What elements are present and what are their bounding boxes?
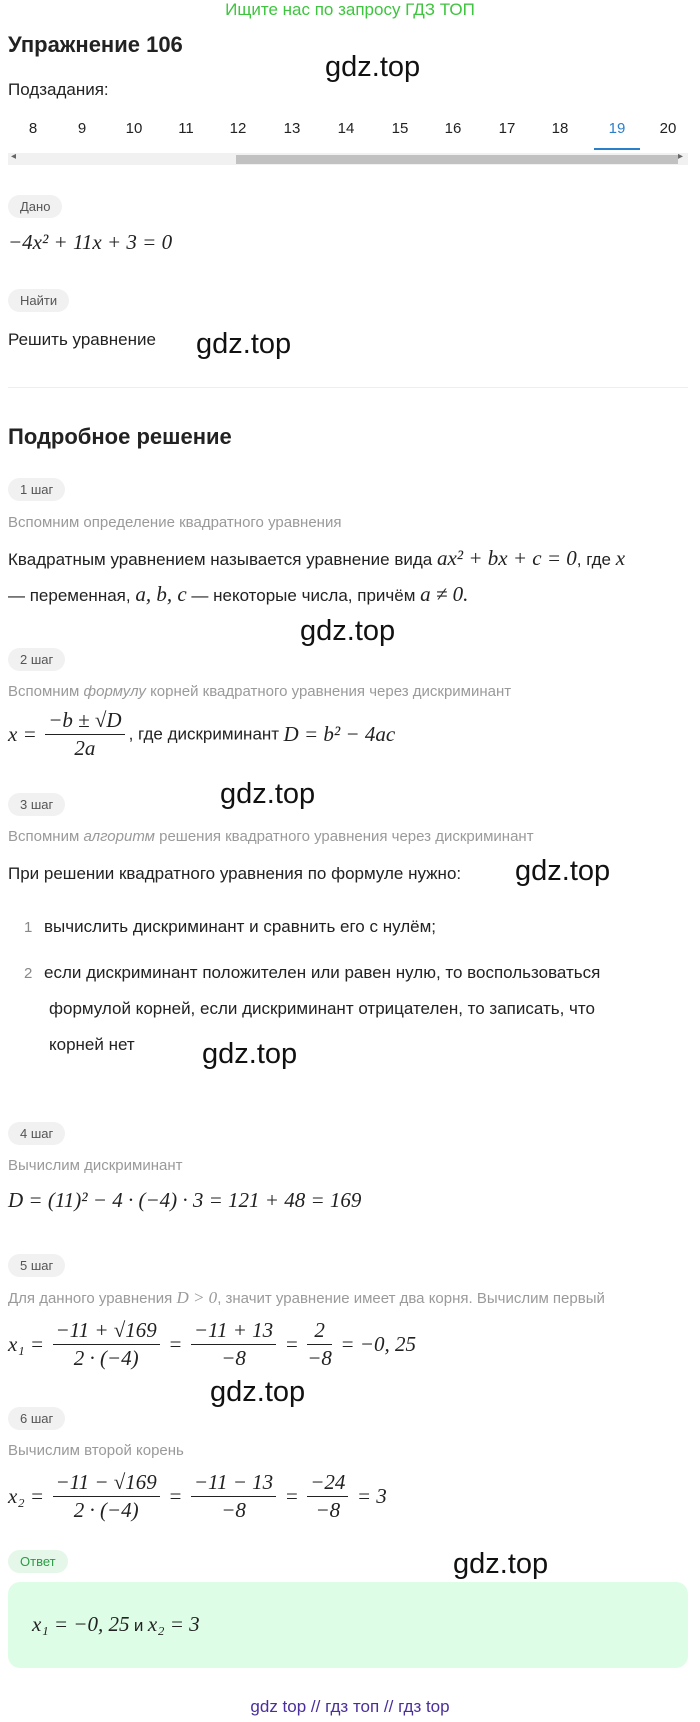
- step6-hint: Вычислим второй корень: [8, 1442, 184, 1459]
- tab-17[interactable]: 17: [498, 120, 516, 137]
- scroll-left-arrow-icon[interactable]: ◂: [11, 151, 17, 162]
- tab-20[interactable]: 20: [659, 120, 677, 137]
- r2-f2-num: −11 − 13: [191, 1470, 276, 1497]
- promo-banner[interactable]: Ищите нас по запросу ГДЗ ТОП: [225, 0, 475, 19]
- watermark: gdz.top: [202, 1038, 298, 1070]
- step5-hint-math: D > 0: [176, 1288, 218, 1307]
- footer-links[interactable]: gdz top // гдз топ // гдз top: [250, 1697, 450, 1716]
- list-item-1: вычислить дискриминант и сравнить его с нулём;: [44, 917, 437, 936]
- r2-f3-den: −8: [315, 1498, 341, 1522]
- watermark: gdz.top: [300, 615, 396, 647]
- step6-chip: 6 шаг: [8, 1407, 65, 1430]
- watermark: gdz.top: [196, 328, 292, 360]
- watermark: gdz.top: [220, 778, 316, 810]
- step2-hint-post: корней квадратного уравнения через дискриминант: [150, 683, 512, 700]
- find-chip: Найти: [8, 289, 69, 312]
- r2-f1-num: −11 − √169: [53, 1470, 160, 1497]
- solution-title: Подробное решение: [8, 424, 232, 449]
- step3-hint-post: решения квадратного уравнения через дискриминант: [159, 828, 534, 845]
- step1-line2: [8, 582, 468, 607]
- step3-hint: [8, 828, 534, 845]
- page-title: Упражнение 106: [8, 32, 183, 57]
- given-equation: −4x² + 11x + 3 = 0: [8, 230, 173, 254]
- discriminant-calc: D = (11)² − 4 · (−4) · 3 = 121 + 48 = 169: [8, 1188, 362, 1212]
- r1-f3-den: −8: [307, 1346, 332, 1370]
- step3-hint-em: алгоритм: [83, 828, 155, 845]
- step5-chip: 5 шаг: [8, 1254, 65, 1277]
- r2-f2-den: −8: [221, 1498, 246, 1522]
- discriminant-formula: D = b² − 4ac: [283, 722, 396, 746]
- roots-formula: [8, 708, 395, 761]
- find-text: Решить уравнение: [8, 330, 156, 349]
- r1-f1-den: 2 · (−4): [73, 1346, 139, 1370]
- answer-and: и: [133, 1616, 144, 1635]
- step4-chip: 4 шаг: [8, 1122, 65, 1145]
- step1-hint: Вспомним определение квадратного уравнения: [8, 514, 342, 531]
- watermark: gdz.top: [210, 1376, 306, 1408]
- list-item-2-line1: если дискриминант положителен или равен нулю, то воспользоваться: [44, 963, 601, 982]
- root2-result: = 3: [356, 1484, 387, 1508]
- tab-14[interactable]: 14: [337, 120, 355, 137]
- r2-f1-den: 2 · (−4): [73, 1498, 139, 1522]
- r2-f3-num: −24: [307, 1470, 348, 1497]
- quadratic-form: ax² + bx + c = 0: [436, 546, 577, 570]
- step1-line1-suffix: , где: [576, 550, 612, 569]
- formula-denominator: 2a: [74, 736, 96, 760]
- variable-x: x: [615, 546, 626, 570]
- step5-hint-post: , значит уравнение имеет два корня. Вычислим первый: [217, 1290, 605, 1307]
- list-item-2-line3: корней нет: [49, 1035, 135, 1054]
- step5-hint: [8, 1288, 605, 1308]
- x-equals: x =: [8, 722, 37, 746]
- r1-f2-num: −11 + 13: [191, 1318, 276, 1345]
- step1-line1: [8, 546, 625, 571]
- step5-hint-pre: Для данного уравнения: [8, 1290, 173, 1307]
- watermark: gdz.top: [325, 51, 421, 83]
- step1-chip: 1 шаг: [8, 478, 65, 501]
- list-item-2-line2: формулой корней, если дискриминант отрицателен, то записать, что: [49, 999, 595, 1018]
- root2-calc: x₂ = $\frac{-11 - √169}{2 \cdot (-4)}$ = $\frac{-11 - 13}{-8}$ = $\frac{-24}{-8}$ = 3: [8, 1470, 387, 1522]
- step2-chip: 2 шаг: [8, 648, 65, 671]
- root1-calc: x₁ = $\frac{-11 + √169}{2 \cdot (-4)}$ = $\frac{-11 + 13}{-8}$ = $\frac{2}{-8}$ = −0, 25: [8, 1318, 416, 1370]
- tabs-scrollbar[interactable]: [8, 153, 688, 165]
- step1-line2-mid: — некоторые числа, причём: [191, 586, 416, 605]
- root2-lhs: x₂ =: [8, 1484, 45, 1508]
- step4-hint: Вычислим дискриминант: [8, 1157, 183, 1174]
- subtasks-label: Подзадания:: [8, 80, 109, 99]
- step2-hint: [8, 683, 511, 700]
- tab-10[interactable]: 10: [125, 120, 143, 137]
- given-chip: Дано: [8, 195, 62, 218]
- formula-numerator: −b ± √D: [45, 708, 124, 735]
- step3-hint-pre: Вспомним: [8, 828, 80, 845]
- answer-x1: x₁ = −0, 25: [32, 1612, 130, 1636]
- divider: [8, 387, 688, 388]
- root1-result: = −0, 25: [340, 1332, 416, 1356]
- tab-13[interactable]: 13: [283, 120, 301, 137]
- step2-hint-em: формулу: [83, 683, 146, 700]
- scroll-thumb[interactable]: [236, 155, 678, 164]
- answer-chip: Ответ: [8, 1550, 68, 1573]
- r1-f2-den: −8: [221, 1346, 246, 1370]
- step3-intro: При решении квадратного уравнения по формуле нужно:: [8, 864, 462, 883]
- answer-x2: x₂ = 3: [147, 1612, 200, 1636]
- tab-12[interactable]: 12: [229, 120, 247, 137]
- tab-9[interactable]: 9: [77, 120, 87, 137]
- tab-15[interactable]: 15: [391, 120, 409, 137]
- watermark: gdz.top: [515, 855, 611, 887]
- list-number-1: 1: [24, 919, 33, 936]
- watermark: gdz.top: [453, 1548, 549, 1580]
- tab-8[interactable]: 8: [28, 120, 38, 137]
- coefficients: a, b, c: [135, 582, 187, 606]
- tab-11[interactable]: 11: [178, 120, 194, 137]
- step1-line1-prefix: Квадратным уравнением называется уравнение вида: [8, 550, 433, 569]
- a-not-zero: a ≠ 0.: [420, 582, 469, 606]
- subtask-tabs: [8, 112, 688, 150]
- step2-hint-pre: Вспомним: [8, 683, 80, 700]
- tab-16[interactable]: 16: [444, 120, 462, 137]
- scroll-right-arrow-icon[interactable]: ▸: [678, 151, 684, 162]
- tab-19-active[interactable]: 19: [594, 120, 640, 150]
- list-number-2: 2: [24, 965, 33, 982]
- r1-f1-num: −11 + √169: [53, 1318, 160, 1345]
- answer-box: [8, 1582, 688, 1668]
- r1-f3-num: 2: [307, 1318, 332, 1345]
- tab-18[interactable]: 18: [551, 120, 569, 137]
- step3-chip: 3 шаг: [8, 793, 65, 816]
- step1-line2-prefix: — переменная,: [8, 586, 131, 605]
- root1-lhs: x₁ =: [8, 1332, 45, 1356]
- formula-mid: , где дискриминант: [128, 724, 280, 744]
